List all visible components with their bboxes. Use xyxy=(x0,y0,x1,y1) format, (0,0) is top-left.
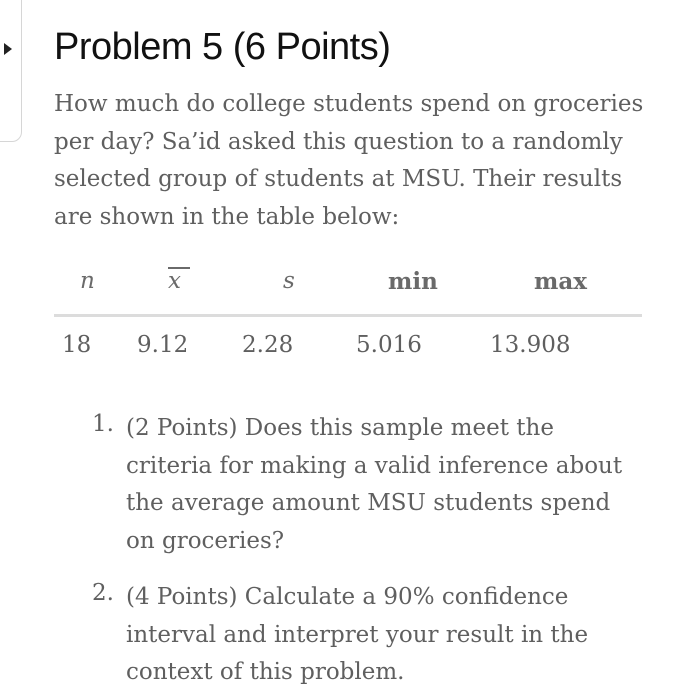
table-cell-min: 5.016 xyxy=(356,332,422,358)
table-cell-max: 13.908 xyxy=(490,332,571,358)
question-2-number: 2. xyxy=(92,580,114,606)
table-header-sd: s xyxy=(283,268,295,294)
table-divider xyxy=(54,314,642,317)
table-header-n: n xyxy=(80,268,95,294)
table-cell-mean: 9.12 xyxy=(137,332,189,358)
page-title: Problem 5 (6 Points) xyxy=(54,26,391,68)
table-header-max: max xyxy=(534,268,587,295)
problem-intro: How much do college students spend on groceries per day? Sa’id asked this question to a randomly selected group of students at MSU. Their results are shown in the table below: xyxy=(54,91,644,230)
question-2-text: (4 Points) Calculate a 90% confidence interval and interpret your result in the context of this problem. xyxy=(126,584,589,685)
table-cell-sd: 2.28 xyxy=(242,332,294,358)
question-1-number: 1. xyxy=(92,411,114,437)
question-1-text: (2 Points) Does this sample meet the criteria for making a valid inference about the average amount MSU students spend on groceries? xyxy=(126,415,623,554)
disclosure-triangle-icon[interactable] xyxy=(4,43,12,55)
table-cell-n: 18 xyxy=(62,332,92,358)
table-header-min: min xyxy=(388,268,438,295)
panel-edge xyxy=(0,0,22,142)
table-header-mean: x xyxy=(168,268,181,294)
